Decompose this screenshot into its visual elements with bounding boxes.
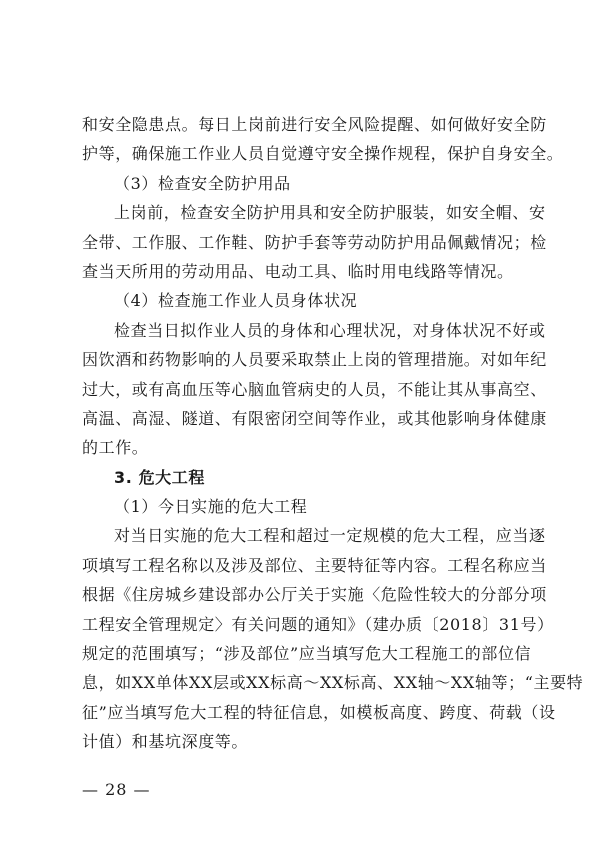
- text-line: 上岗前，检查安全防护用具和安全防护服装，如安全帽、安: [114, 203, 546, 223]
- document-body: [82, 110, 584, 757]
- section-heading: [82, 463, 528, 492]
- text-line: 的工作。: [82, 438, 149, 458]
- text-line: 3. 危大工程: [114, 467, 205, 487]
- text-line: 护等，确保施工作业人员自觉遵守安全操作规程，保护自身安全。: [82, 144, 564, 164]
- paragraph: [82, 521, 584, 756]
- text-line: （3）检查安全防护用品: [114, 173, 291, 193]
- text-line: （1）今日实施的危大工程: [114, 497, 308, 517]
- text-line: 因饮酒和药物影响的人员要采取禁止上岗的管理措施。对如年纪: [82, 350, 547, 370]
- paragraph: [82, 316, 547, 463]
- text-line: 规定的范围填写；“涉及部位”应当填写危大工程施工的部位信: [82, 644, 532, 664]
- text-line: （4）检查施工作业人员身体状况: [114, 291, 358, 311]
- text-line: 和安全隐患点。每日上岗前进行安全风险提醒、如何做好安全防: [82, 115, 547, 134]
- text-line: 过大，或有高血压等心脑血管病史的人员，不能让其从事高空、: [82, 379, 547, 399]
- text-line: 根据《住房城乡建设部办公厅关于实施〈危险性较大的分部分项: [82, 585, 547, 605]
- text-line: 征”应当填写危大工程的特征信息，如模板高度、跨度、荷载（设: [82, 702, 556, 722]
- paragraph: [82, 198, 547, 286]
- subsection-heading: [82, 286, 528, 315]
- text-line: 计值）和基坑深度等。: [82, 732, 249, 752]
- text-line: 高温、高湿、隧道、有限密闭空间等作业，或其他影响身体健康: [82, 408, 547, 428]
- paragraph: [82, 110, 564, 169]
- text-line: 查当天所用的劳动用品、电动工具、临时用电线路等情况。: [82, 261, 514, 281]
- text-line: 项填写工程名称以及涉及部位、主要特征等内容。工程名称应当: [82, 555, 547, 575]
- text-line: 对当日实施的危大工程和超过一定规模的危大工程，应当逐: [114, 526, 546, 546]
- text-line: 检查当日拟作业人员的身体和心理状况，对身体状况不好或: [114, 320, 546, 340]
- subsection-heading: [82, 169, 528, 198]
- subsection-heading: [82, 492, 528, 521]
- page-number: — 28 —: [82, 780, 151, 799]
- text-line: 全带、工作服、工作鞋、防护手套等劳动防护用品佩戴情况；检: [82, 232, 547, 252]
- text-line: 工程安全管理规定〉有关问题的通知》（建办质〔2018〕31号）: [82, 614, 554, 634]
- text-line: 息，如XX单体XX层或XX标高～XX标高、XX轴～XX轴等；“主要特: [82, 673, 584, 693]
